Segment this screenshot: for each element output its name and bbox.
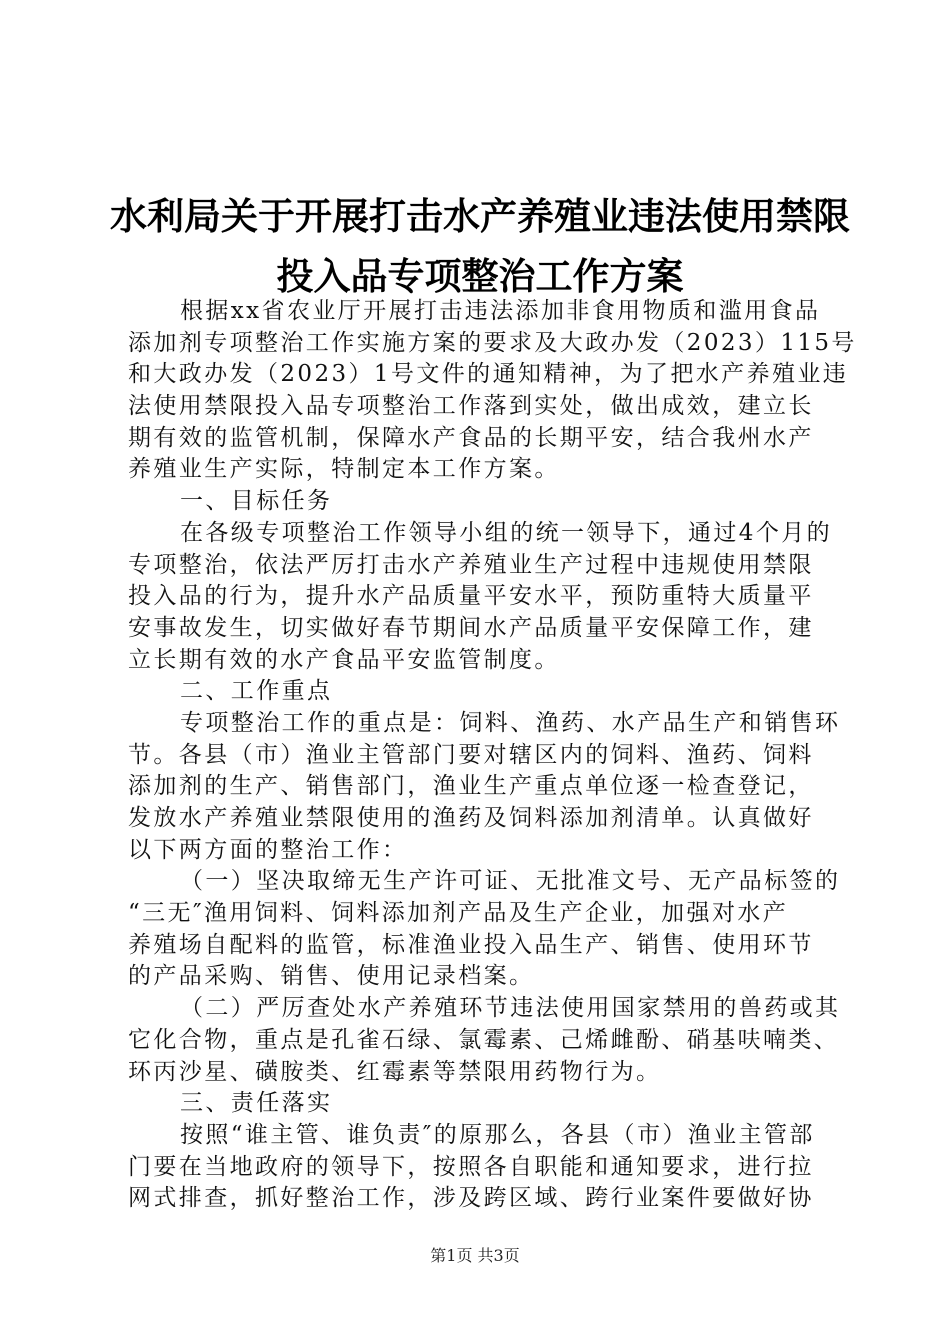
paragraph-line: （一）坚决取缔无生产许可证、无批准文号、无产品标签的 (180, 868, 841, 895)
paragraph-line: 专项整治，依法严厉打击水产养殖业生产过程中违规使用禁限 (128, 551, 814, 578)
paragraph-line: 节。各县（市）渔业主管部门要对辖区内的饲料、渔药、饲料 (128, 741, 814, 768)
paragraph-line: 添加剂的生产、销售部门，渔业生产重点单位逐一检查登记， (128, 773, 814, 800)
paragraph-line: 法使用禁限投入品专项整治工作落到实处，做出成效，建立长 (128, 393, 814, 420)
paragraph-line: 以下两方面的整治工作： (128, 836, 408, 863)
paragraph-line: 和大政办发（2023）1号文件的通知精神，为了把水产养殖业违 (128, 361, 849, 388)
page-number-footer: 第1页 共3页 (430, 1246, 520, 1265)
paragraph-line: 立长期有效的水产食品平安监管制度。 (128, 646, 560, 673)
paragraph-line: 期有效的监管机制，保障水产食品的长期平安，结合我州水产 (128, 424, 814, 451)
paragraph-line: 养殖业生产实际，特制定本工作方案。 (128, 456, 560, 483)
paragraph-line: 发放水产养殖业禁限使用的渔药及饲料添加剂清单。认真做好 (128, 805, 814, 831)
paragraph-line: 专项整治工作的重点是：饲料、渔药、水产品生产和销售环 (180, 709, 841, 736)
paragraph-line: 根据xx省农业厅开展打击违法添加非食用物质和滥用食品 (180, 298, 821, 324)
paragraph-line: 门要在当地政府的领导下，按照各自职能和通知要求，进行拉 (128, 1153, 814, 1180)
document-title-line-1: 水利局关于开展打击水产养殖业违法使用禁限 (110, 195, 850, 238)
paragraph-line: （二）严厉查处水产养殖环节违法使用国家禁用的兽药或其 (180, 995, 841, 1022)
document-title-line-2: 投入品专项整治工作方案 (276, 255, 684, 298)
section-heading: 一、目标任务 (180, 488, 333, 515)
paragraph-line: 按照“谁主管、谁负责″的原那么，各县（市）渔业主管部 (180, 1121, 815, 1148)
paragraph-line: 的产品采购、销售、使用记录档案。 (128, 963, 535, 990)
document-body (128, 296, 857, 1215)
paragraph-line: 投入品的行为，提升水产品质量平安水平，预防重特大质量平 (128, 583, 814, 610)
paragraph-line: 添加剂专项整治工作实施方案的要求及大政办发（2023）115号 (128, 329, 857, 356)
paragraph-line: 环丙沙星、磺胺类、红霉素等禁限用药物行为。 (128, 1058, 662, 1085)
paragraph-line: 网式排查，抓好整治工作，涉及跨区域、跨行业案件要做好协 (128, 1185, 814, 1212)
paragraph-line: 它化合物，重点是孔雀石绿、氯霉素、己烯雌酚、硝基呋喃类、 (128, 1026, 840, 1053)
paragraph-line: 养殖场自配料的监管，标准渔业投入品生产、销售、使用环节 (128, 931, 814, 958)
paragraph-line: “三无″渔用饲料、饲料添加剂产品及生产企业，加强对水产 (128, 900, 789, 927)
paragraph-line: 在各级专项整治工作领导小组的统一领导下，通过4个月的 (180, 519, 833, 546)
section-heading: 二、工作重点 (180, 678, 333, 705)
section-heading: 三、责任落实 (180, 1090, 333, 1117)
paragraph-line: 安事故发生，切实做好春节期间水产品质量平安保障工作，建 (128, 614, 814, 641)
